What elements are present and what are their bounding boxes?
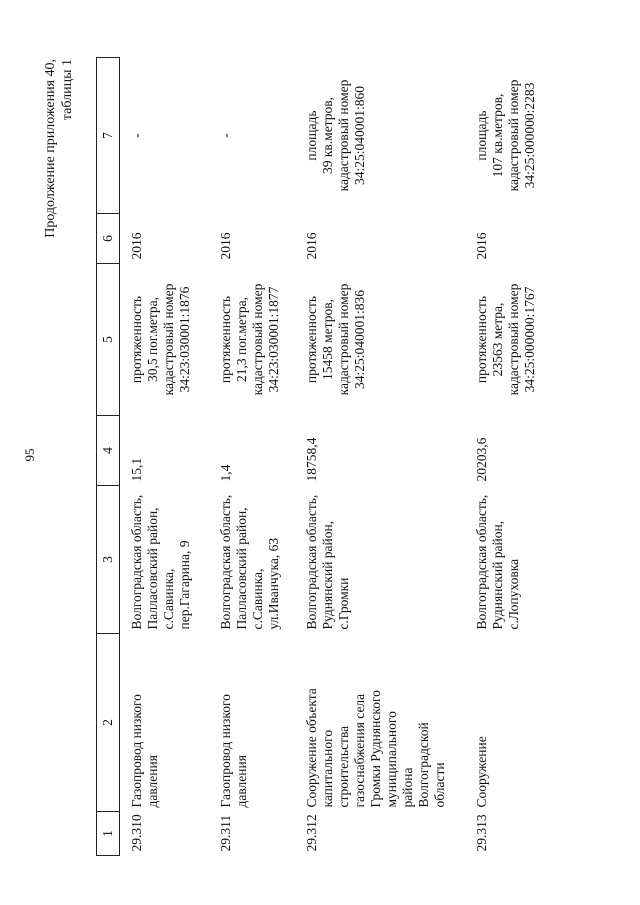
column-header-1: 1 — [97, 812, 120, 856]
object-name: Сооружение — [474, 736, 489, 808]
object-year: 2016 — [218, 232, 233, 260]
continuation-line-1: Продолжение приложения 40, — [43, 59, 58, 238]
continuation-note — [42, 19, 242, 238]
object-note: - — [218, 133, 233, 138]
property-table-container — [96, 58, 536, 856]
object-value: 15,1 — [129, 457, 144, 482]
object-note: площадь 39 кв.метров, кадастровый номер 34:25:040001:860 — [304, 79, 367, 192]
table-row — [120, 58, 210, 856]
object-address: Волгоградская область, Палласовский район, с.Савинка, ул.Иванчука, 63 — [218, 494, 281, 630]
row-number: 29.312 — [304, 814, 319, 852]
table-header-row — [97, 58, 120, 856]
continuation-line-2: таблицы 1 — [60, 59, 75, 121]
row-number: 29.313 — [474, 814, 489, 852]
column-header-6: 6 — [97, 214, 120, 264]
object-name: Газопровод низкого давления — [129, 694, 160, 808]
column-header-7: 7 — [97, 58, 120, 214]
property-table — [96, 57, 550, 856]
object-characteristics: протяженность 21,3 пог.метра, кадастровый номер 34:23:030001:1877 — [218, 283, 281, 396]
object-characteristics: протяженность 23563 метра, кадастровый номер 34:25:000000:1767 — [474, 283, 537, 396]
table-row — [468, 58, 550, 856]
object-value: 1,4 — [218, 464, 233, 482]
object-value: 18758,4 — [304, 437, 319, 482]
table-row — [298, 58, 468, 856]
column-header-3: 3 — [97, 486, 120, 634]
object-note: площадь 107 кв.метров, кадастровый номер 34:25:000000:2283 — [474, 79, 537, 192]
column-header-4: 4 — [97, 416, 120, 486]
object-year: 2016 — [304, 232, 319, 260]
object-address: Волгоградская область, Руднянский район, с.Лопуховка — [474, 494, 521, 630]
object-year: 2016 — [129, 232, 144, 260]
object-value: 20203,6 — [474, 437, 489, 482]
object-year: 2016 — [474, 232, 489, 260]
page-number: 95 — [22, 448, 37, 462]
column-header-5: 5 — [97, 264, 120, 416]
object-address: Волгоградская область, Палласовский район, с.Савинка, пер.Гагарина, 9 — [129, 494, 192, 630]
object-characteristics: протяженность 15458 метров, кадастровый номер 34:25:040001:836 — [304, 283, 367, 396]
object-characteristics: протяженность 30,5 пог.метра, кадастровый номер 34:23:030001:1876 — [129, 283, 192, 396]
object-name: Сооружение объекта капитального строительства газоснабжения села Громки Руднянского муниципального района Волгоградской области — [304, 688, 447, 808]
row-number: 29.311 — [218, 814, 233, 852]
object-name: Газопровод низкого давления — [218, 694, 249, 808]
object-note: - — [129, 133, 144, 138]
row-number: 29.310 — [129, 814, 144, 852]
column-header-2: 2 — [97, 634, 120, 812]
object-address: Волгоградская область, Руднянский район, с.Громки — [304, 494, 351, 630]
table-row — [209, 58, 298, 856]
